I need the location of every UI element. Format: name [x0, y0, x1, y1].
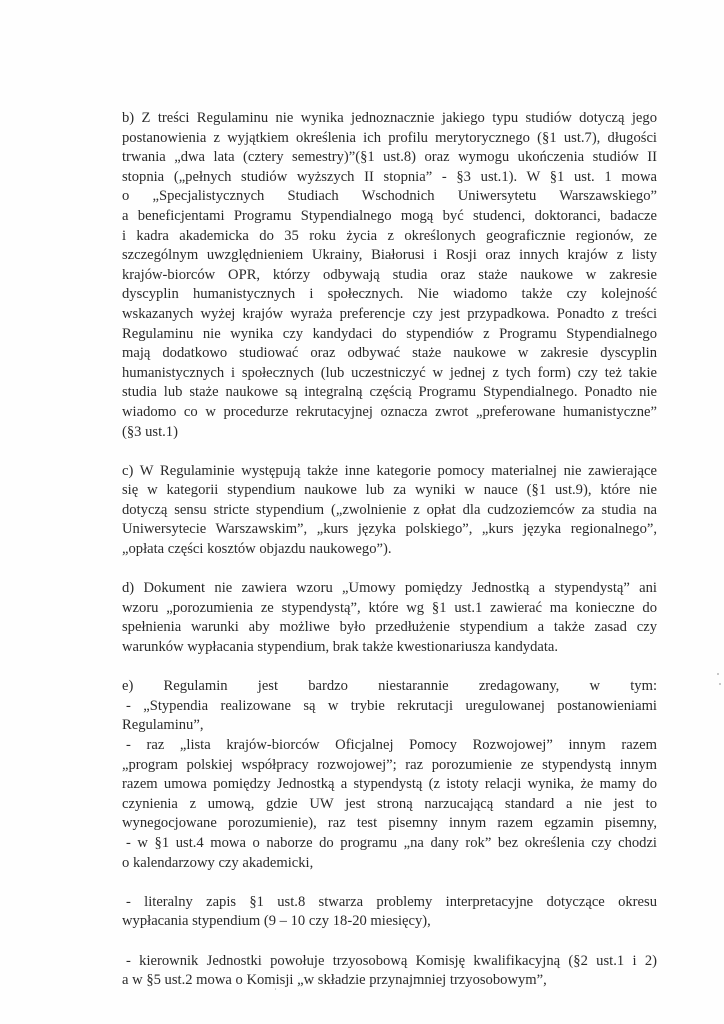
text-line: b) Z treści Regulaminu nie wynika jednoznacznie jakiego typu studiów dotyczą jego: [122, 110, 657, 126]
text-line: trwania „dwa lata (cztery semestry)”(§1 ust.8) oraz wymogu ukończenia studiów II: [122, 149, 657, 166]
text-line: wiadomo co w procedurze rekrutacyjnej oznacza zwrot „preferowane humanistyczne”: [122, 403, 657, 420]
text-line: stopnia („pełnych studiów wyższych II stopnia” - §3 ust.1). W §1 ust. 1 mowa: [122, 168, 657, 185]
text-line: humanistycznych i społecznych (lub uczestniczyć w jednej z tych form) czy też takie: [122, 364, 657, 381]
text-line: c) W Regulaminie występują także inne kategorie pomocy materialnej nie zawierające: [122, 462, 657, 479]
paragraph-e: [122, 677, 657, 873]
text-line: wskazanych wyżej krajów wyraża preferencje czy jest przypadkowa. Ponadto z treści: [122, 305, 657, 322]
text-line: (§3 ust.1): [122, 423, 178, 440]
paragraph-e-item-commission: [122, 952, 657, 991]
text-line: - kierownik Jednostki powołuje trzyosobową Komisję kwalifikacyjną (§2 ust.1 i 2): [126, 952, 657, 969]
text-line: o kalendarzowy czy akademicki,: [122, 854, 314, 871]
text-line: mają dodatkowo studiować oraz odbywać staże naukowe w zakresie dyscyplin: [122, 345, 657, 362]
text-line: krajów-biorców OPR, którzy odbywają studia oraz staże naukowe w zakresie: [122, 266, 657, 283]
text-line: spełnienia warunki aby możliwe było przedłużenie stypendium a także zasad czy: [122, 619, 657, 636]
text-line: dyscyplin humanistycznych i społecznych. Nie wiadomo także czy kolejność: [122, 286, 657, 303]
paragraph-e-item-literal: [122, 893, 657, 932]
paragraph-d: [122, 579, 657, 657]
text-line: i kadra akademicka do 35 roku życia z określonych geograficznie regionów, ze: [122, 227, 657, 244]
text-line: wzoru „porozumienia ze stypendystą”, które wg §1 ust.1 zawierać ma konieczne do: [122, 599, 657, 616]
text-line: Uniwersytecie Warszawskim”, „kurs języka polskiego”, „kurs języka regionalnego”,: [122, 521, 657, 538]
text-line: a w §5 ust.2 mowa o Komisji „w składzie przynajmniej trzyosobowym”,: [122, 972, 547, 989]
text-line: „program polskiej współpracy rozwojowej”; raz porozumienie ze stypendystą innym: [122, 756, 657, 773]
scan-speck: [719, 683, 721, 685]
text-line: - literalny zapis §1 ust.8 stwarza problemy interpretacyjne dotyczące okresu: [126, 893, 657, 910]
text-line: szczególnym uwzględnieniem Ukrainy, Białorusi i Rosji oraz innych krajów z listy: [122, 247, 657, 264]
text-line: - w §1 ust.4 mowa o naborze do programu „na dany rok” bez określenia czy chodzi: [126, 834, 657, 851]
text-line: - raz „lista krajów-biorców Oficjalnej Pomocy Rozwojowej” innym razem: [126, 737, 657, 753]
text-line: a beneficjentami Programu Stypendialnego mogą być studenci, doktoranci, badacze: [122, 207, 657, 224]
text-line: Regulaminu nie wynika czy kandydaci do stypendiów z Programu Stypendialnego: [122, 325, 657, 342]
text-line: postanowienia z wyjątkiem określenia ich profilu merytorycznego (§1 ust.7), długości: [122, 129, 657, 146]
text-line: wynegocjowane porozumienie), raz test pisemny innym razem egzamin pisemny,: [122, 815, 657, 832]
text-line: warunków wypłacania stypendium, brak także kwestionariusza kandydata.: [122, 639, 559, 656]
paragraph-c: [122, 462, 657, 560]
text-line: o „Specjalistycznych Studiach Wschodnich Uniwersytetu Warszawskiego”: [122, 188, 657, 205]
scan-speck: [275, 988, 276, 990]
text-line: e) Regulamin jest bardzo niestarannie zredagowany, w tym:: [122, 678, 657, 695]
text-line: wypłacania stypendium (9 – 10 czy 18-20 miesięcy),: [122, 913, 431, 930]
text-line: studia lub staże naukowe są integralną częścią Programu Stypendialnego. Ponadto nie: [122, 384, 657, 401]
paragraph-b: [122, 109, 657, 442]
document-body: [122, 109, 657, 1010]
text-line: - „Stypendia realizowane są w trybie rekrutacji uregulowanej postanowieniami: [126, 697, 657, 714]
text-line: „opłata części kosztów objazdu naukowego”).: [122, 541, 392, 558]
text-line: Regulaminu”,: [122, 717, 204, 734]
text-line: dotyczą sensu stricte stypendium („zwolnienie z opłat dla cudzoziemców za studia na: [122, 501, 657, 518]
text-line: się w kategorii stypendium naukowe lub za wyniki w nauce (§1 ust.9), które nie: [122, 482, 657, 499]
text-line: d) Dokument nie zawiera wzoru „Umowy pomiędzy Jednostką a stypendystą” ani: [122, 580, 657, 597]
text-line: czynienia z umową, gdzie UW jest stroną narzucającą standard a nie jest to: [122, 795, 657, 812]
text-line: razem umowa pomiędzy Jednostką a stypendystą (z istoty relacji wynika, że mamy do: [122, 776, 657, 793]
scan-speck: [717, 673, 719, 675]
